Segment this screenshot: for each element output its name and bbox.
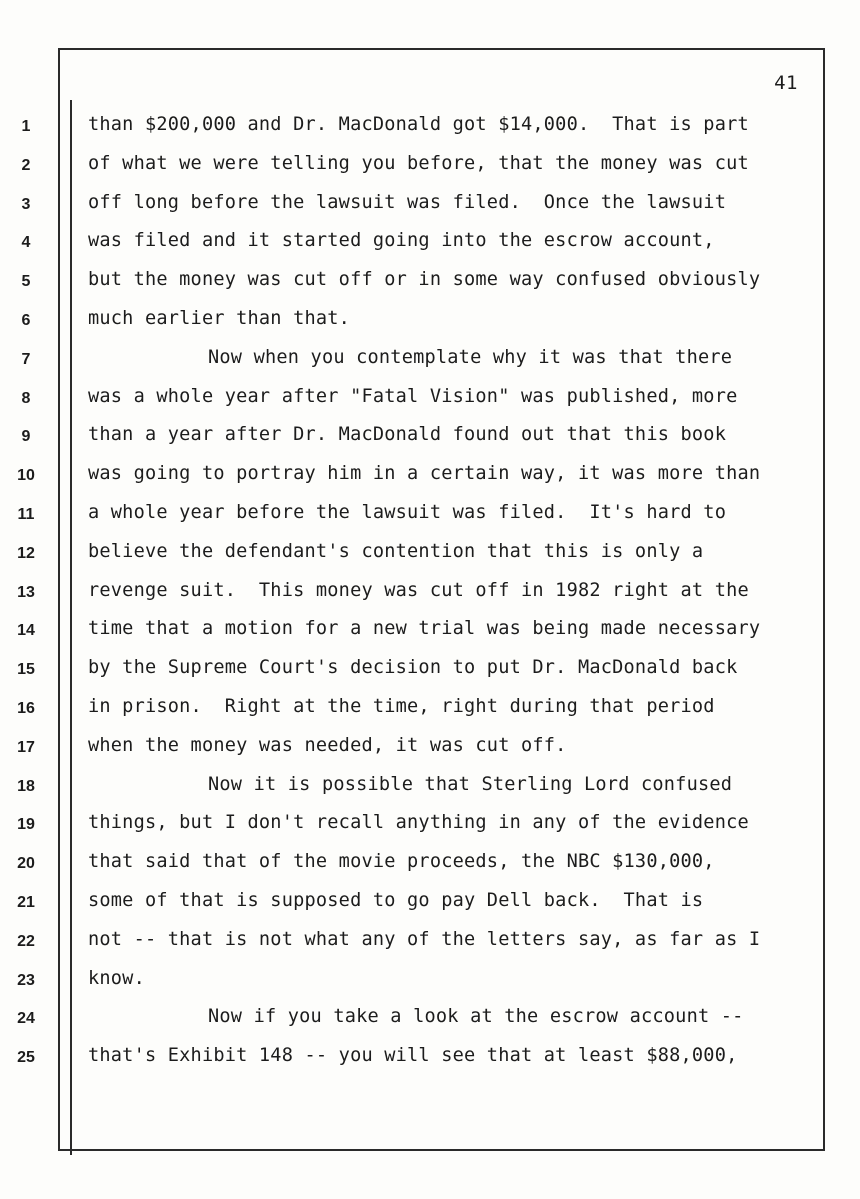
line-text: believe the defendant's contention that this is only a (88, 540, 704, 562)
transcript-line (0, 574, 860, 613)
line-number: 15 (17, 661, 35, 679)
transcript-line (0, 341, 860, 380)
transcript-line (0, 768, 860, 807)
transcript-line (0, 884, 860, 923)
transcript-line (0, 224, 860, 263)
line-number: 24 (17, 1010, 35, 1028)
transcript-line (0, 962, 860, 1001)
line-number: 6 (21, 311, 31, 329)
line-text: things, but I don't recall anything in any of the evidence (88, 812, 749, 834)
transcript-line (0, 612, 860, 651)
transcript-line (0, 457, 860, 496)
line-number: 18 (17, 777, 35, 795)
line-text: was a whole year after "Fatal Vision" was published, more (88, 385, 738, 407)
line-text: know. (88, 967, 145, 989)
line-text: Now if you take a look at the escrow account -- (208, 1006, 744, 1028)
transcript-lines (0, 108, 860, 1078)
line-number: 12 (17, 544, 35, 562)
line-number: 16 (17, 699, 35, 717)
transcript-line (0, 690, 860, 729)
line-text: than $200,000 and Dr. MacDonald got $14,000. That is part (88, 114, 749, 135)
line-number: 25 (17, 1049, 35, 1067)
transcript-line (0, 535, 860, 574)
line-text: some of that is supposed to go pay Dell back. That is (88, 889, 704, 911)
transcript-line (0, 496, 860, 535)
transcript-line (0, 263, 860, 302)
line-text: Now it is possible that Sterling Lord confused (208, 773, 733, 795)
line-number: 8 (21, 389, 31, 407)
line-text: time that a motion for a new trial was being made necessary (88, 618, 761, 640)
line-number: 14 (17, 622, 35, 640)
line-text: not -- that is not what any of the letters say, as far as I (88, 928, 761, 950)
transcript-line (0, 1039, 860, 1078)
line-number: 9 (21, 428, 31, 446)
line-number: 3 (21, 195, 31, 213)
line-number: 17 (17, 738, 35, 756)
line-text: a whole year before the lawsuit was filed. It's hard to (88, 501, 727, 523)
transcript-line (0, 147, 860, 186)
line-number: 10 (17, 467, 35, 485)
transcript-line (0, 1000, 860, 1039)
line-number: 21 (17, 893, 35, 911)
line-text: that's Exhibit 148 -- you will see that at least $88,000, (88, 1045, 738, 1067)
transcript-line (0, 923, 860, 962)
line-number: 20 (17, 855, 35, 873)
transcript-line (0, 418, 860, 457)
line-number: 5 (21, 273, 31, 291)
line-text: by the Supreme Court's decision to put Dr. MacDonald back (88, 657, 738, 679)
line-number: 23 (17, 971, 35, 989)
line-text: Now when you contemplate why it was that there (208, 346, 733, 368)
line-text: that said that of the movie proceeds, the NBC $130,000, (88, 851, 715, 873)
line-number: 4 (21, 234, 31, 252)
line-text: in prison. Right at the time, right during that period (88, 695, 715, 717)
line-text: revenge suit. This money was cut off in 1982 right at the (88, 579, 749, 601)
line-text: than a year after Dr. MacDonald found out that this book (88, 424, 727, 446)
transcript-line (0, 108, 860, 147)
transcript-line (0, 302, 860, 341)
line-number: 13 (17, 583, 35, 601)
transcript-line (0, 845, 860, 884)
line-number: 1 (21, 118, 31, 135)
line-text: off long before the lawsuit was filed. Once the lawsuit (88, 191, 727, 213)
line-text: but the money was cut off or in some way confused obviously (88, 269, 761, 291)
page-number: 41 (774, 72, 798, 94)
line-text: when the money was needed, it was cut off. (88, 734, 567, 756)
transcript-line (0, 729, 860, 768)
line-number: 2 (21, 156, 31, 174)
line-number: 7 (21, 350, 31, 368)
transcript-line (0, 186, 860, 225)
line-text: much earlier than that. (88, 307, 351, 329)
transcript-line (0, 651, 860, 690)
line-text: was filed and it started going into the escrow account, (88, 230, 715, 252)
transcript-line (0, 380, 860, 419)
line-number: 11 (17, 505, 35, 523)
line-number: 19 (17, 816, 35, 834)
line-text: was going to portray him in a certain way, it was more than (88, 463, 761, 485)
line-text: of what we were telling you before, that the money was cut (88, 152, 749, 174)
line-number: 22 (17, 932, 35, 950)
transcript-line (0, 806, 860, 845)
